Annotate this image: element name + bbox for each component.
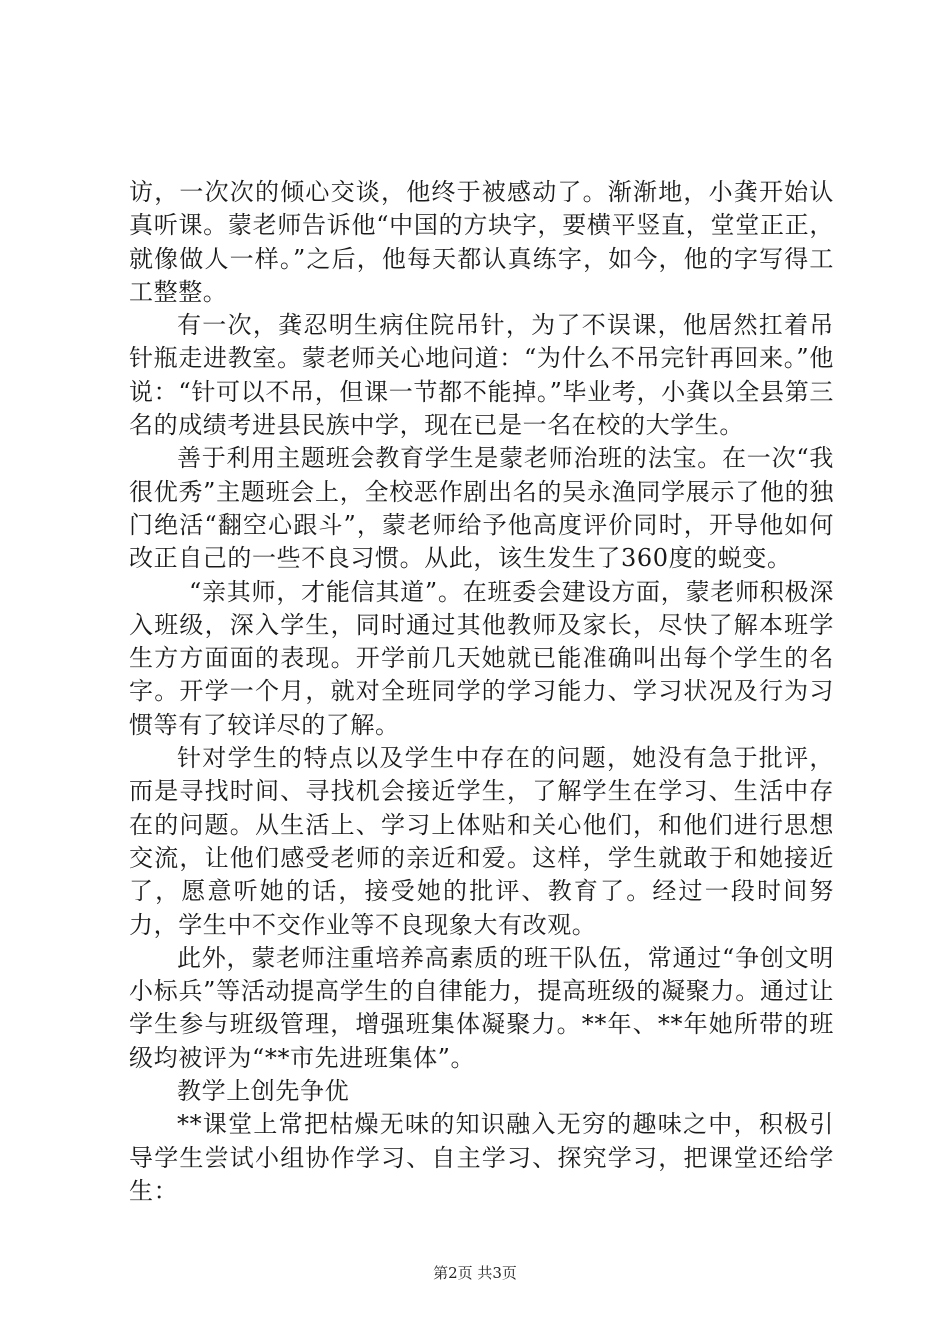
paragraph-classroom: **课堂上常把枯燥无味的知识融入无穷的趣味之中，积极引导学生尝试小组协作学习、自主学习、探究学习，把课堂还给学生： [129, 1110, 834, 1205]
document-body [129, 176, 834, 1208]
paragraph-hospital-story: 有一次，龚忍明生病住院吊针，为了不误课，他居然扛着吊针瓶走进教室。蒙老师关心地问道：“为什么不吊完针再回来。”他说：“针可以不吊，但课一节都不能掉。”毕业考，小龚以全县第三名的成绩考进县民族中学，现在已是一名在校的大学生。 [129, 311, 834, 440]
paragraph-class-cadres: 此外，蒙老师注重培养高素质的班干队伍，常通过“争创文明小标兵”等活动提高学生的自律能力，提高班级的凝聚力。通过让学生参与班级管理，增强班集体凝聚力。**年、**年她所带的班级均被评为“**市先进班集体”。 [129, 943, 834, 1072]
page-footer [0, 1262, 950, 1283]
paragraph-student-problems: 针对学生的特点以及学生中存在的问题，她没有急于批评，而是寻找时间、寻找机会接近学生，了解学生在学习、生活中存在的问题。从生活上、学习上体贴和关心他们，和他们进行思想交流，让他们感受老师的亲近和爱。这样，学生就敢于和她接近了，愿意听她的话，接受她的批评、教育了。经过一段时间努力，学生中不交作业等不良现象大有改观。 [129, 744, 834, 939]
page-number: 第2页 共3页 [433, 1264, 517, 1282]
section-heading-teaching: 教学上创先争优 [177, 1077, 350, 1106]
paragraph-class-meeting: 善于利用主题班会教育学生是蒙老师治班的法宝。在一次“我很优秀”主题班会上，全校恶作剧出名的吴永渔同学展示了他的独门绝活“翻空心跟斗”，蒙老师给予他高度评价同时，开导他如何改正自己的一些不良习惯。从此，该生发生了360度的蜕变。 [129, 444, 834, 573]
paragraph-continuation: 访，一次次的倾心交谈，他终于被感动了。渐渐地，小龚开始认真听课。蒙老师告诉他“中国的方块字，要横平竖直，堂堂正正，就像做人一样。”之后，他每天都认真练字，如今，他的字写得工工整整。 [129, 178, 834, 306]
paragraph-class-committee: “亲其师，才能信其道”。在班委会建设方面，蒙老师积极深入班级，深入学生，同时通过其他教师及家长，尽快了解本班学生方方面面的表现。开学前几天她就已能准确叫出每个学生的名字。开学一个月，就对全班同学的学习能力、学习状况及行为习惯等有了较详尽的了解。 [129, 577, 834, 739]
